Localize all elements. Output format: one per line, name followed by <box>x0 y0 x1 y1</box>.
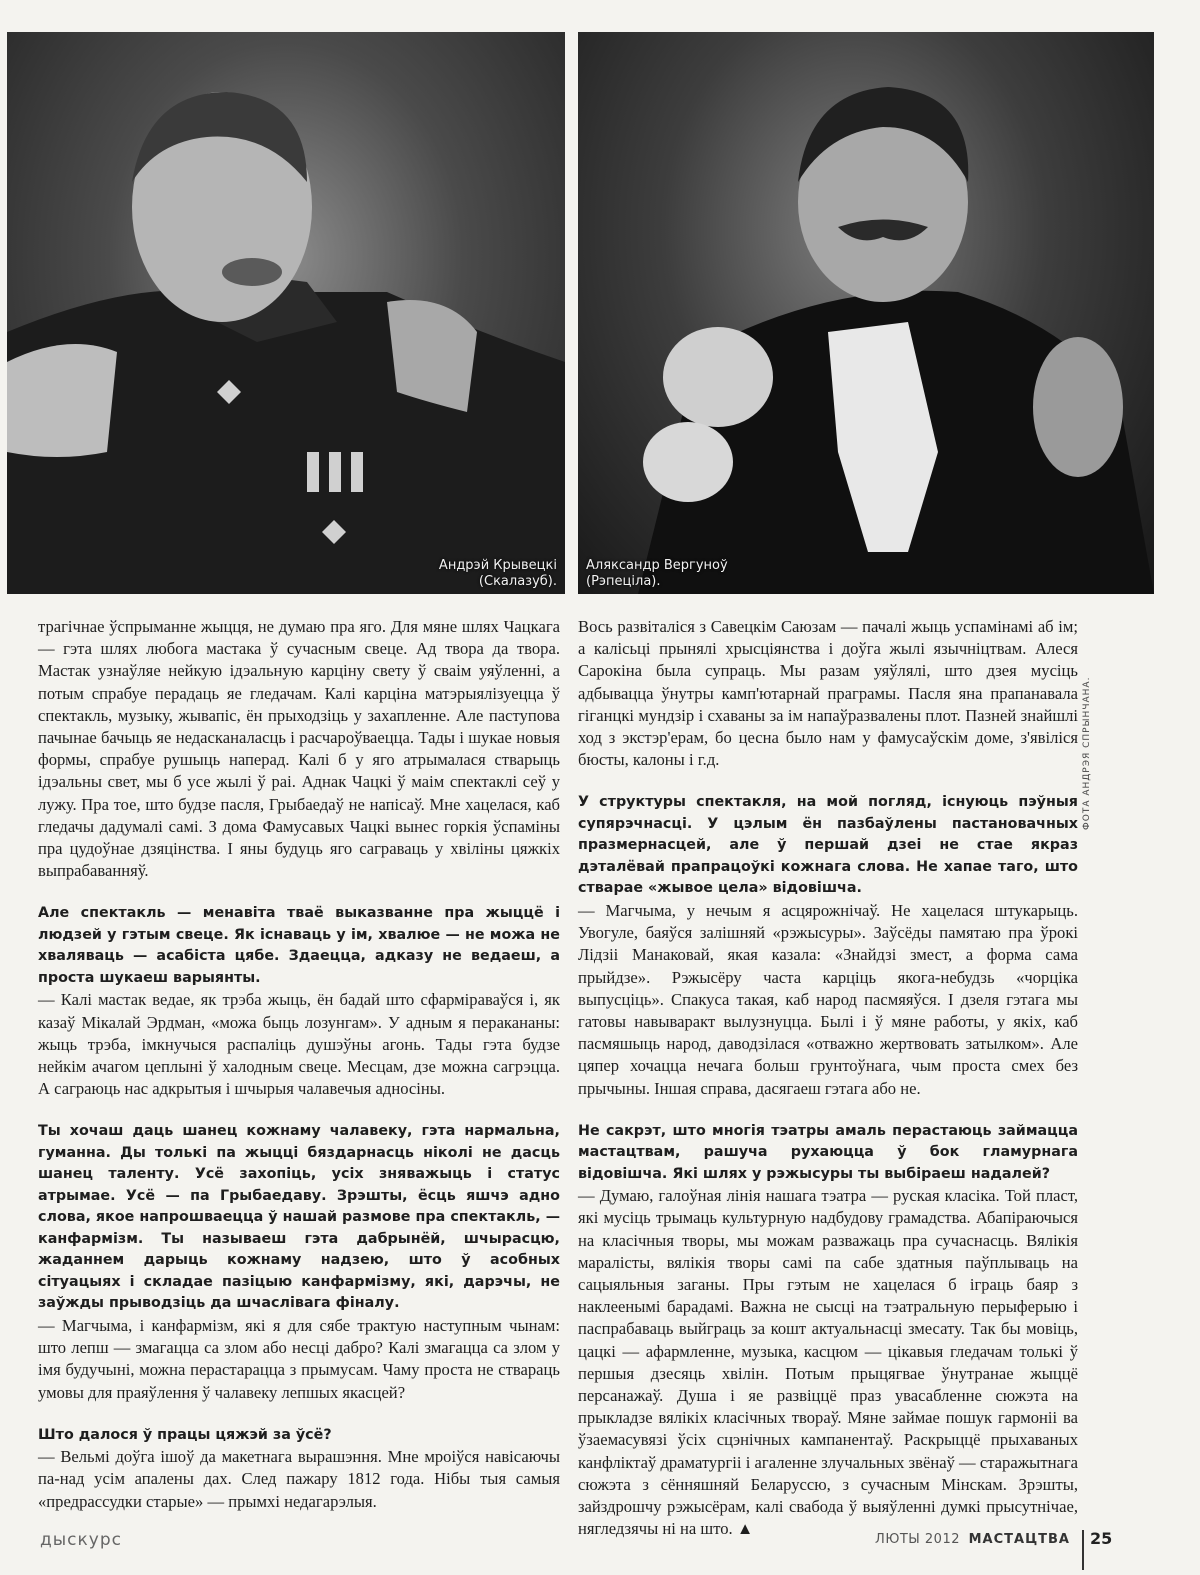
issue-date: ЛЮТЫ 2012 <box>875 1532 960 1547</box>
paragraph-gap <box>38 1404 560 1425</box>
photo-left <box>7 32 565 594</box>
paragraph-gap <box>38 1100 560 1121</box>
interview-answer: — Магчыма, у нечым я асцярожнічаў. Не хацелася штукарыць. Увогуле, баяўся залішняй «рэжысуры». Заўсёды памятаю пра ўрокі Лідзіі Манаковай, якая казала: «Знайдзі змест, а форма сама прыйдзе». Рэжысёру часта карціць якога-небудзь «чорціка выпусціць». Спакуса такая, каб народ пасмяяўся. І дзеля гэтага мы гатовы навываракт вылузнуцца. Былі і ў мяне работы, у якіх, каб пасмяшыць народ, даводзілася «отважно жертвовать затылком». Але цяпер хочацца нечага больш грунтоўнага, чым проста смех без прычыны. Іншая справа, дасягаеш гэтага або не. <box>578 900 1078 1098</box>
interview-question: У структуры спектакля, на мой погляд, існуюць пэўныя супярэчнасці. У цэлым ён пазбаўлены пастановачных празмернасцей, але ў першай дзеі не стае якраз дэталёвай прапрацоўкі кожнага слова. Не хапае таго, што стварае «жывое цела» відовішча. <box>578 794 1078 897</box>
interview-question: Але спектакль — менавіта тваё выказванне пра жыццё і людзей у гэтым свеце. Як існаваць у ім, хвалюе — не можа не хваляваць — асабіста цябе. Здаецца, адказу не ведаеш, а проста шукаеш варыянты. <box>38 905 560 986</box>
page-number: 25 <box>1090 1529 1113 1548</box>
issue-info <box>875 1532 1070 1547</box>
interview-question: Што далося ў працы цяжэй за ўсё? <box>38 1426 332 1443</box>
interview-answer: Вось развіталіся з Савецкім Саюзам — пачалі жыць успамінамі аб ім; а калісьці прынялі хрысціянства і доўга жылі язычніцтвам. Алеся Сарокіна была супраць. Мы разам уяўлялі, што дзея мусіць адбывацца ўнутры камп'ютарнай праграмы. Пасля яна прапанавала гіганцкі мундзір і схаваны за ім напаўразвалены плот. Пазней знайшлі ход з экстэр'ерам, бо цесна было нам у фамусаўскім доме, з'явіліся бюсты, калоны і г.д. <box>578 617 1078 770</box>
interview-answer: трагічнае ўспрыманне жыцця, не думаю пра яго. Для мяне шлях Чацкага — гэта шлях любога мастака ў сучасным свеце. Ад твора да твора. Мастак узнаўляе нейкую ідэальную карціну свету ў сваім уяўленні, а потым спрабуе перадаць яе гледачам. Калі карціна матэрыялізуецца ў спектакль, музыку, жывапіс, ён прыходзіць у захапленне. Але паступова пачынае бачыць яе недасканаласць і расчароўваецца. Тады і шукае новыя формы, спрабуе рушыць наперад. Калі б у яго атрымалася стварыць ідэальны свет, мы б усе жылі ў раі. Аднак Чацкі ў маім спектаклі сеў у лужу. Пра тое, што будзе пасля, Грыбаедаў не напісаў. Мне хацелася, каб гледачы дадумалі самі. З дома Фамусавых Чацкі вынес горкія ўспаміны пра цудоўнае дзяцінства. І яны будуць яго саграваць у хвіліны цяжкіх выпрабаванняў. <box>38 617 560 881</box>
photo-right <box>578 32 1154 594</box>
interview-question: Ты хочаш даць шанец кожнаму чалавеку, гэта нармальна, гуманна. Ды толькі па жыцці бяздарнасць ніколі не дасць шанец таленту. Усё захопіць, усіх зняважыць і статус атрымае. Усё — па Грыбаедаву. Зрэшты, ёсць яшчэ адно слова, якое напрошваецца ў нашай размове пра спектакль, — канфармізм. Ты называеш гэта дабрынёй, шчырасцю, жаданнем дарыць кожнаму надзею, што ў асобных сітуацыях і складае пазіцыю канфармізму, які, дарэчы, не заўжды прыводзіць да шчаслівага фіналу. <box>38 1123 560 1312</box>
portrait-skalazub-image <box>7 32 565 594</box>
photo-right-caption: Аляксандр Вергуноў (Рэпеціла). <box>586 558 728 589</box>
section-label: дыскурс <box>40 1530 122 1550</box>
paragraph-gap <box>578 771 1078 792</box>
article-column-left <box>38 616 560 1513</box>
photo-credit: ФОТА АНДРЭЯ СПРЫНЧАНА. <box>1082 676 1092 830</box>
magazine-name: МАСТАЦТВА <box>968 1532 1070 1547</box>
article-column-right <box>578 616 1078 1541</box>
paragraph-gap <box>578 1100 1078 1121</box>
interview-answer: — Думаю, галоўная лінія нашага тэатра — руская класіка. Той пласт, які мусіць трымаць культурную надбудову грамадства. Абапіраючыся на класічныя творы, мы можам разважаць пра сучаснасць. Вялікія маралісты, вялікія творы самі па сабе здатныя паўплываць на сацыяльныя заганы. Пры гэтым не хацелася б іграць баяр з наклеенымі барадамі. Важна не сысці на тэатральную перыферыю і паспрабаваць выйграць за кошт актуальнасці змесату. Так бы мовіць, цацкі — афармленне, музыка, касцюм — цікавыя гледачам толькі ў першыя дзесяць хвілін. Потым прыцягвае ўнутранае жыццё персанажаў. Душа і яе развіццё праз увасабленне сюжэта на прыкладзе вялікіх класічных твораў. Мяне займае пошук гармоніі ва ўзаемасувязі ўсіх сцэнічных кампанентаў. Раскрыццё прыхаваных канфліктаў драматургіі і агаленне злучальных звёнаў — старажытнага сюжэта з сённяшняй Беларуссю, з сучасным Мінскам. Зрэшты, зайздрошчу рэжысёрам, калі свабода ў выяўленні думкі прысутнічае, нягледзячы ні на што. ▲ <box>578 1186 1078 1539</box>
portrait-repetilov-image <box>578 32 1154 594</box>
interview-question: Не сакрэт, што многія тэатры амаль перастаюць займацца мастацтвам, рашуча рухаюцца ў бок гламурнага відовішча. Які шлях у рэжысуры ты выбіраеш надалей? <box>578 1122 1078 1182</box>
footer-divider <box>1082 1530 1084 1570</box>
interview-answer: — Вельмі доўга ішоў да макетнага вырашэння. Мне мроіўся навісаючы па-над усім апалены дах. След пажару 1812 года. Нібы тыя самыя «предрассудки старые» — прымхі недагарэлыя. <box>38 1447 560 1511</box>
interview-answer: — Магчыма, і канфармізм, які я для сябе трактую наступным чынам: што лепш — змагацца са злом або несці дабро? Калі змагацца са злом у імя будучыні, можна перастарацца з прымусам. Чаму проста не ствараць умовы для праяўлення ў чалавеку лепшых якасцей? <box>38 1315 560 1402</box>
interview-answer: — Калі мастак ведае, як трэба жыць, ён бадай што сфарміраваўся і, як казаў Мікалай Эрдман, «можа быць лозунгам». У адным я перакананы: жыць трэба, імкнучыся распаліць душэўны агонь. Тады гэта будзе нейкім ачагом цеплыні ў халодным свеце. Месцам, дзе можна сагрэцца. А саграюць нас адкрытыя і шчырыя чалавечыя адносіны. <box>38 990 560 1099</box>
photo-left-caption: Андрэй Крывецкі (Скалазуб). <box>438 558 557 589</box>
paragraph-gap <box>38 882 560 903</box>
